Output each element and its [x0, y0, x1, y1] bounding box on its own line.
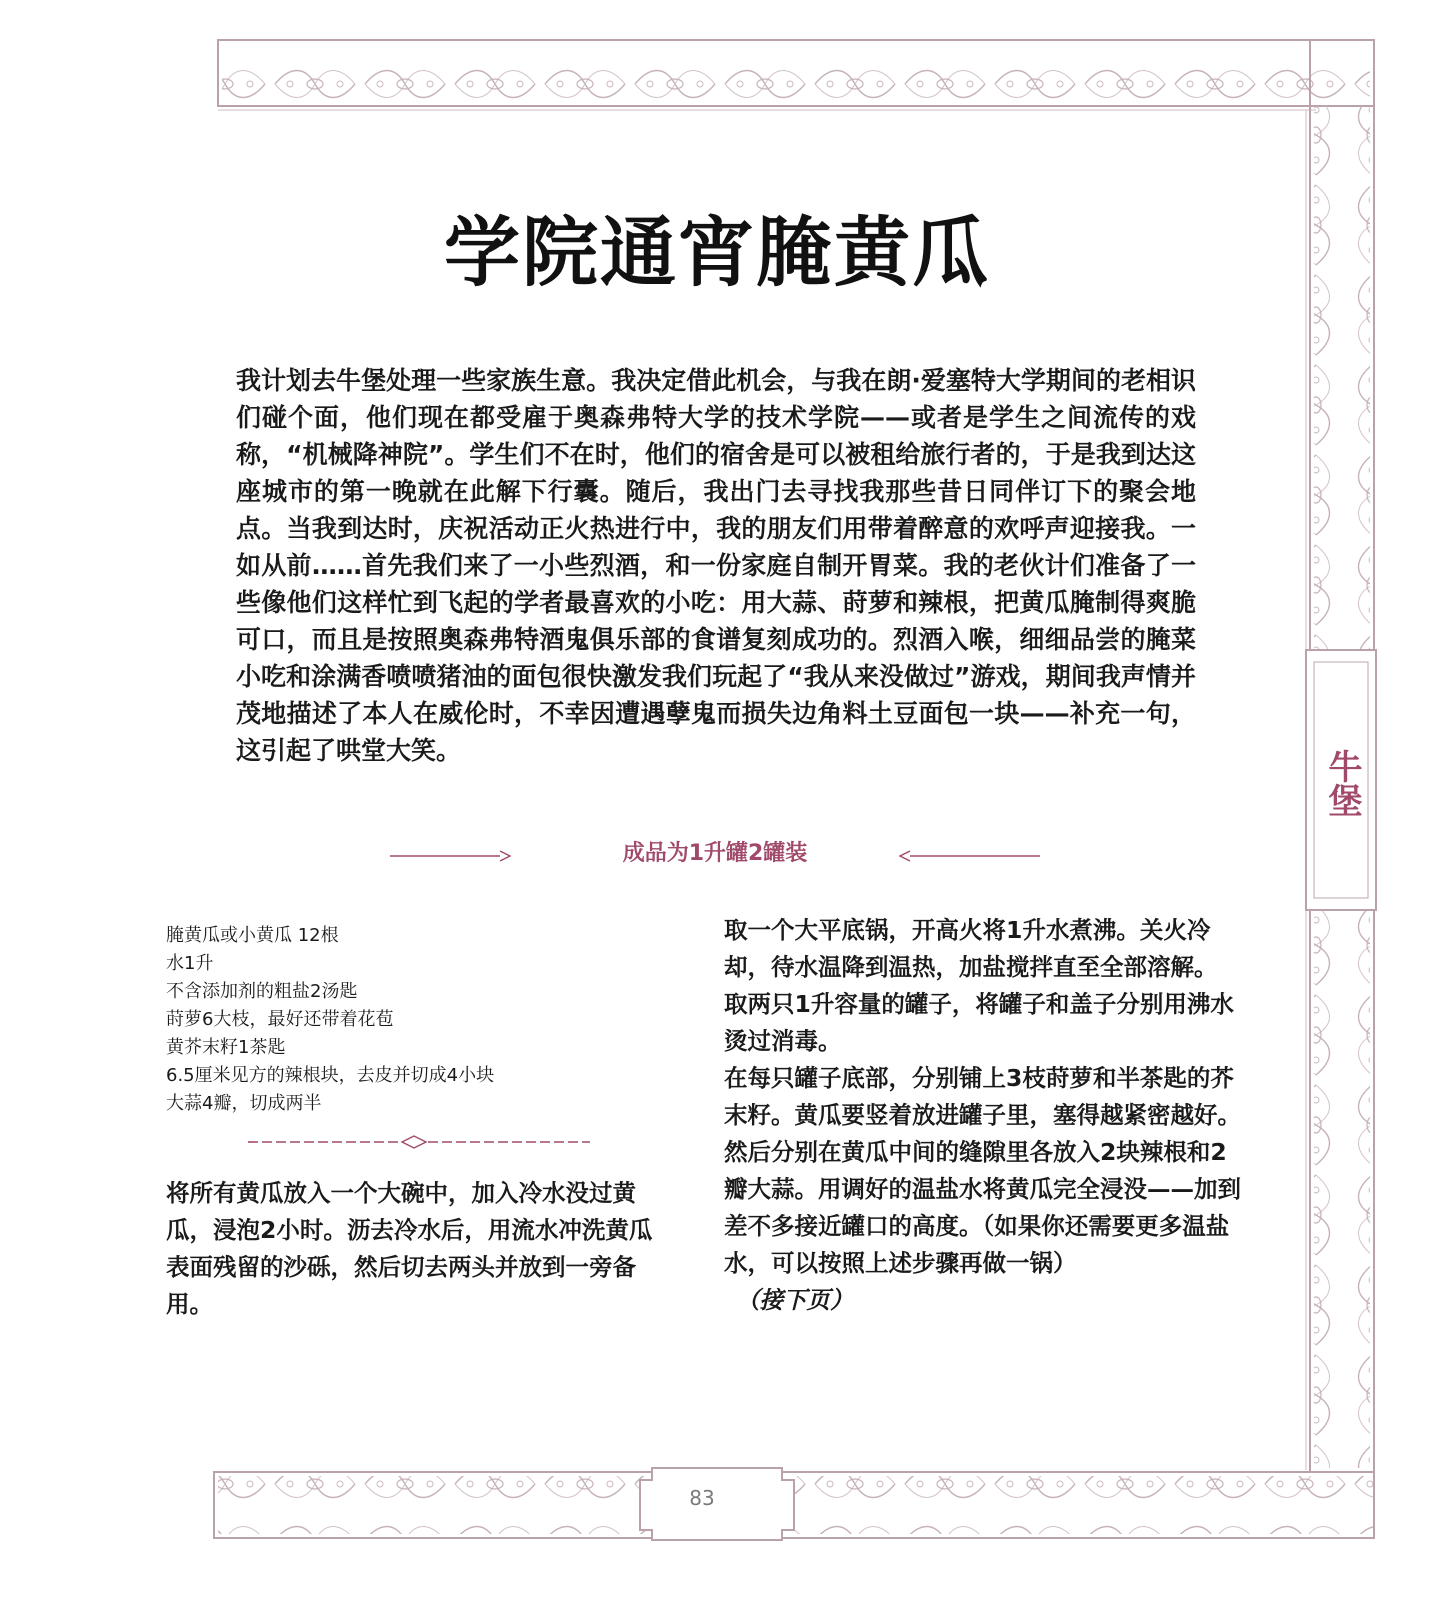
steps-right-column — [724, 912, 1244, 1319]
step-pack-jars: 在每只罐子底部，分别铺上3枝莳萝和半茶匙的芥末籽。黄瓜要竖着放进罐子里，塞得越紧密越好。然后分别在黄瓜中间的缝隙里各放入2块辣根和2瓣大蒜。用调好的温盐水将黄瓜完全浸没——加到差不多接近罐口的高度。（如果你还需要更多温盐水，可以按照上述步骤再做一锅） — [724, 1064, 1241, 1277]
ingredients-list — [166, 922, 666, 1118]
recipe-title: 学院通宵腌黄瓜 — [444, 208, 990, 297]
ingredient-item: 水1升 — [166, 953, 214, 974]
ingredient-item: 大蒜4瓣，切成两半 — [166, 1093, 322, 1114]
step-soak: 将所有黄瓜放入一个大碗中，加入冷水没过黄瓜，浸泡2小时。沥去冷水后，用流水冲洗黄瓜表面残留的沙砾，然后切去两头并放到一旁备用。 — [166, 1179, 653, 1318]
ingredient-item: 不含添加剂的粗盐2汤匙 — [166, 981, 358, 1002]
intro-paragraph: 我计划去牛堡处理一些家族生意。我决定借此机会，与我在朗·爱塞特大学期间的老相识们碰个面，他们现在都受雇于奥森弗特大学的技术学院——或者是学生之间流传的戏称，“机械降神院”。学生们不在时，他们的宿舍是可以被租给旅行者的，于是我到达这座城市的第一晚就在此解下行囊。随后，我出门去寻找我那些昔日同伴订下的聚会地点。当我到达时，庆祝活动正火热进行中，我的朋友们用带着醉意的欢呼声迎接我。一如从前……首先我们来了一小些烈酒，和一份家庭自制开胃菜。我的老伙计们准备了一些像他们这样忙到飞起的学者最喜欢的小吃：用大蒜、莳萝和辣根，把黄瓜腌制得爽脆可口，而且是按照奥森弗特酒鬼俱乐部的食谱复刻成功的。烈酒入喉，细细品尝的腌菜小吃和涂满香喷喷猪油的面包很快激发我们玩起了“我从来没做过”游戏，期间我声情并茂地描述了本人在威伦时，不幸因遭遇孽鬼而损失边角料土豆面包一块——补充一句，这引起了哄堂大笑。 — [236, 366, 1196, 765]
ingredient-item: 腌黄瓜或小黄瓜 12根 — [166, 925, 339, 946]
ingredient-item: 6.5厘米见方的辣根块，去皮并切成4小块 — [166, 1065, 495, 1086]
step-brine: 取一个大平底锅，开高火将1升水煮沸。关火冷却，待水温降到温热，加盐搅拌直至全部溶解。 — [724, 916, 1218, 981]
yield-row — [390, 836, 1040, 876]
ingredient-item: 黄芥末籽1茶匙 — [166, 1037, 286, 1058]
ingredient-item: 莳萝6大枝，最好还带着花苞 — [166, 1009, 394, 1030]
step-sterilize: 取两只1升容量的罐子，将罐子和盖子分别用沸水烫过消毒。 — [724, 990, 1234, 1055]
ingredients-divider — [248, 1136, 590, 1148]
continued-note: （接下页） — [736, 1286, 854, 1314]
page-number: 83 — [689, 1486, 715, 1510]
yield-label: 成品为1升罐2罐装 — [622, 841, 808, 866]
chapter-tab: 牛堡 — [1322, 749, 1362, 817]
